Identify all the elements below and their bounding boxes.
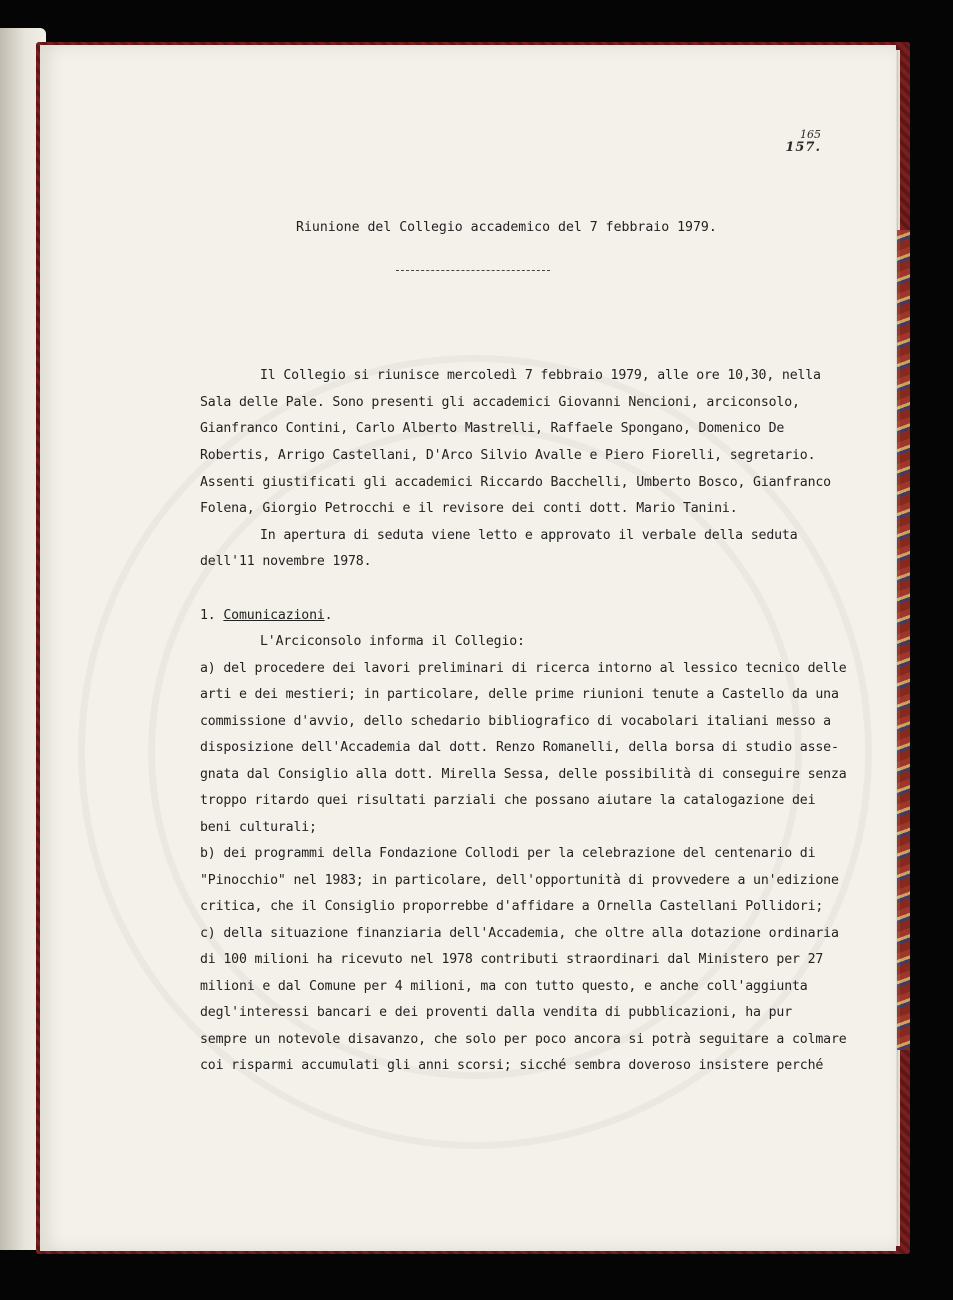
text-line: Sala delle Pale. Sono presenti gli accademici Giovanni Nencioni, arciconsolo, xyxy=(200,395,800,410)
text-line: di 100 milioni ha ricevuto nel 1978 contributi straordinari dal Ministero per 27 xyxy=(200,952,824,967)
text-line: disposizione dell'Accademia dal dott. Renzo Romanelli, della borsa di studio asse- xyxy=(200,740,839,755)
text-line: milioni e dal Comune per 4 milioni, ma con tutto questo, e anche coll'aggiunta xyxy=(200,979,808,994)
folio-number xyxy=(785,129,821,155)
document-page xyxy=(40,45,896,1251)
text-line: a) del procedere dei lavori preliminari di ricerca intorno al lessico tecnico delle xyxy=(200,661,847,676)
folio-handwritten: 165 xyxy=(800,128,821,141)
section-title: Comunicazioni xyxy=(223,608,325,623)
text-line: Gianfranco Contini, Carlo Alberto Mastrelli, Raffaele Spongano, Domenico De xyxy=(200,421,785,436)
text-line: "Pinocchio" nel 1983; in particolare, dell'opportunità di provvedere a un'edizione xyxy=(200,873,839,888)
text-line: Assenti giustificati gli accademici Riccardo Bacchelli, Umberto Bosco, Gianfranco xyxy=(200,475,831,490)
text-line: dell'11 novembre 1978. xyxy=(200,554,372,569)
document-title: Riunione del Collegio accademico del 7 febbraio 1979. xyxy=(296,220,717,235)
text-line: L'Arciconsolo informa il Collegio: xyxy=(260,634,525,649)
text-line: gnata dal Consiglio alla dott. Mirella Sessa, delle possibilità di conseguire senza xyxy=(200,767,847,782)
folio-page-number: 157. xyxy=(785,140,821,155)
section-title-period: . xyxy=(324,608,333,623)
text-line: Il Collegio si riunisce mercoledì 7 febbraio 1979, alle ore 10,30, nella xyxy=(260,368,821,383)
text-line: c) della situazione finanziaria dell'Accademia, che oltre alla dotazione ordinaria xyxy=(200,926,839,941)
text-line: commissione d'avvio, dello schedario bibliografico di vocabolari italiani messo a xyxy=(200,714,831,729)
text-line: arti e dei mestieri; in particolare, delle prime riunioni tenute a Castello da una xyxy=(200,687,839,702)
text-line: troppo ritardo quei risultati parziali che possano aiutare la catalogazione dei xyxy=(200,793,816,808)
section-number: 1. xyxy=(200,608,216,623)
title-separator xyxy=(396,270,550,271)
text-line: beni culturali; xyxy=(200,820,317,835)
text-line: degl'interessi bancari e dei proventi dalla vendita di pubblicazioni, ha pur xyxy=(200,1005,793,1020)
text-line: b) dei programmi della Fondazione Collodi per la celebrazione del centenario di xyxy=(200,846,816,861)
text-line: Folena, Giorgio Petrocchi e il revisore dei conti dott. Mario Tanini. xyxy=(200,501,738,516)
text-line: Robertis, Arrigo Castellani, D'Arco Silvio Avalle e Piero Fiorelli, segretario. xyxy=(200,448,816,463)
text-line: In apertura di seduta viene letto e approvato il verbale della seduta xyxy=(260,528,798,543)
text-line: sempre un notevole disavanzo, che solo per poco ancora si potrà seguitare a colmare xyxy=(200,1032,847,1047)
marbled-endpaper xyxy=(897,230,910,1050)
section-heading xyxy=(200,608,332,623)
text-line: critica, che il Consiglio proporrebbe d'affidare a Ornella Castellani Pollidori; xyxy=(200,899,824,914)
text-line: coi risparmi accumulati gli anni scorsi; sicché sembra doveroso insistere perché xyxy=(200,1058,824,1073)
